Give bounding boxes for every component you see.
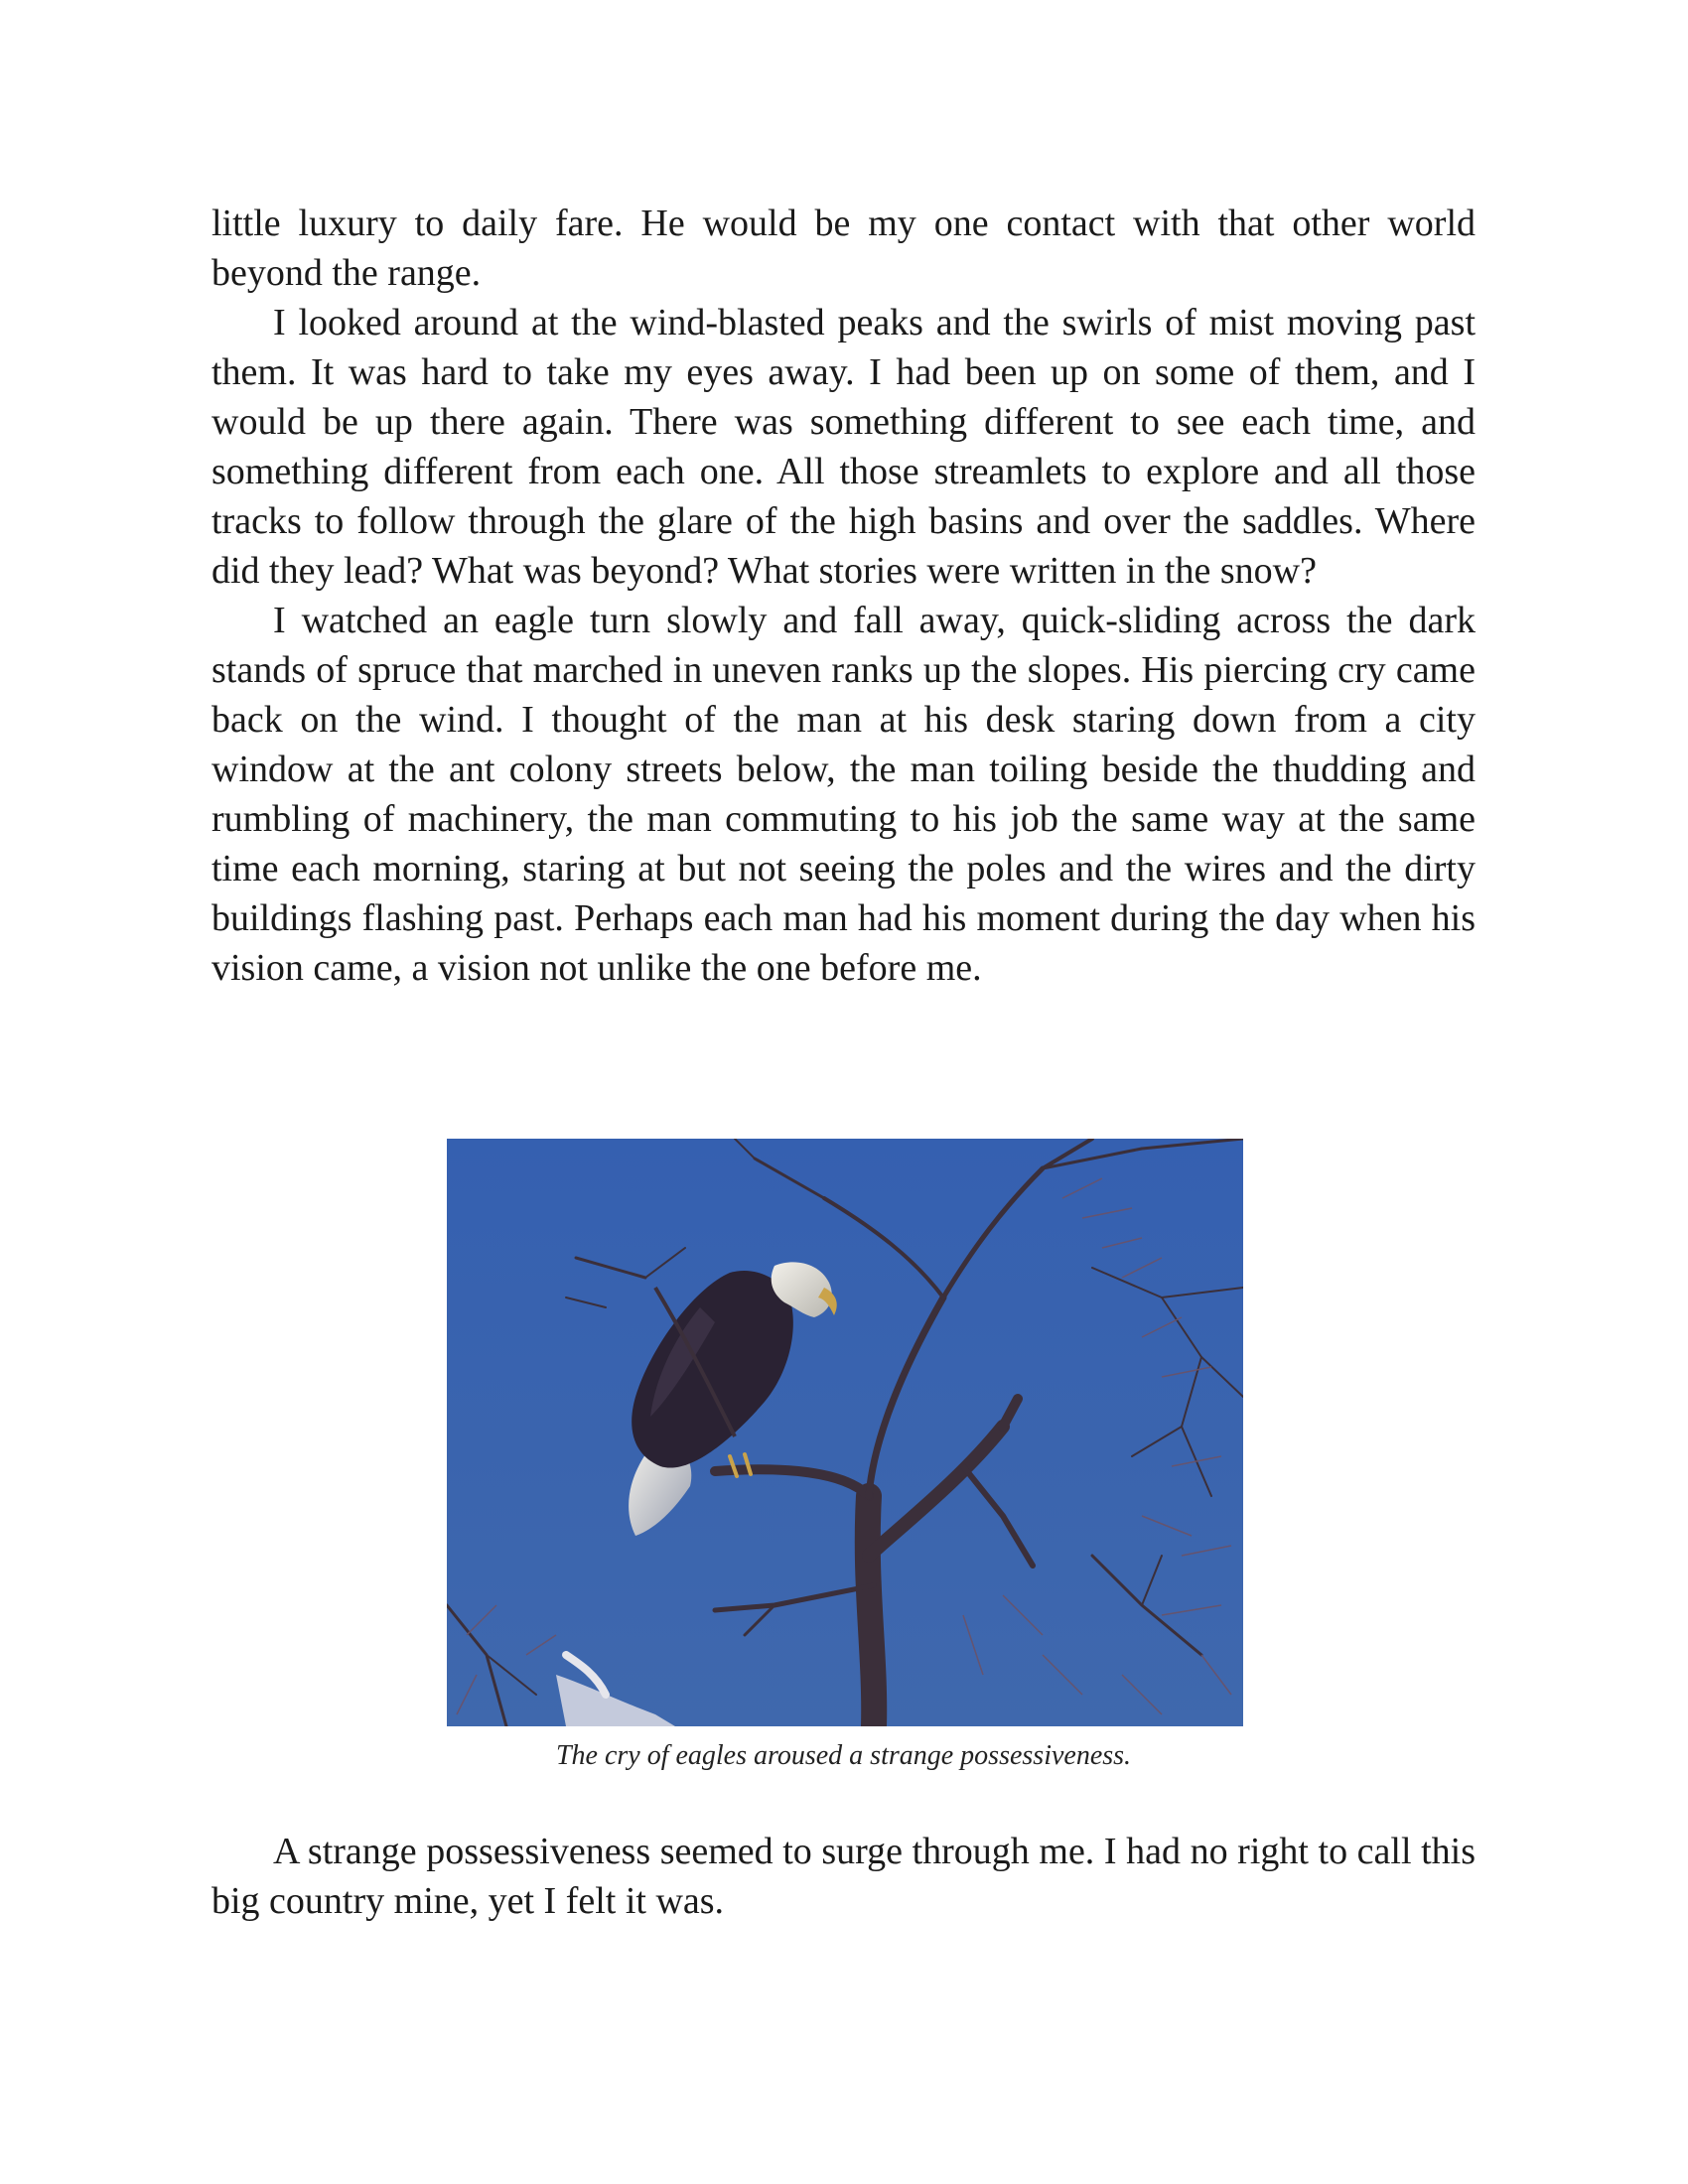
figure-caption: The cry of eagles aroused a strange possessiveness. [555, 1740, 1132, 1771]
paragraph-4: A strange possessiveness seemed to surge through me. I had no right to call this big country mine, yet I felt it was. [211, 1831, 1476, 1922]
body-text-top [211, 199, 1476, 993]
paragraph-2: I looked around at the wind-blasted peaks and the swirls of mist moving past them. It was hard to take my eyes away. I had been up on some of them, and I would be up there again. There was something different to see each time, and something different from each one. All those streamlets to explore and all those tracks to follow through the glare of the high basins and over the saddles. Where did they lead? What was beyond? What stories were written in the snow? [211, 302, 1476, 592]
paragraph-3: I watched an eagle turn slowly and fall away, quick-sliding across the dark stands of spruce that marched in uneven ranks up the slopes. His piercing cry came back on the wind. I thought of the man at his desk staring down from a city window at the ant colony streets below, the man toiling beside the thudding and rumbling of machinery, the man commuting to his job the same way at the same time each morning, staring at but not seeing the poles and the wires and the dirty buildings flashing past. Perhaps each man had his moment during the day when his vision came, a vision not unlike the one before me. [211, 600, 1476, 989]
eagle-photo [447, 1139, 1243, 1726]
paragraph-1: little luxury to daily fare. He would be my one contact with that other world beyond the range. [211, 203, 1476, 294]
body-text-bottom [211, 1827, 1476, 1926]
